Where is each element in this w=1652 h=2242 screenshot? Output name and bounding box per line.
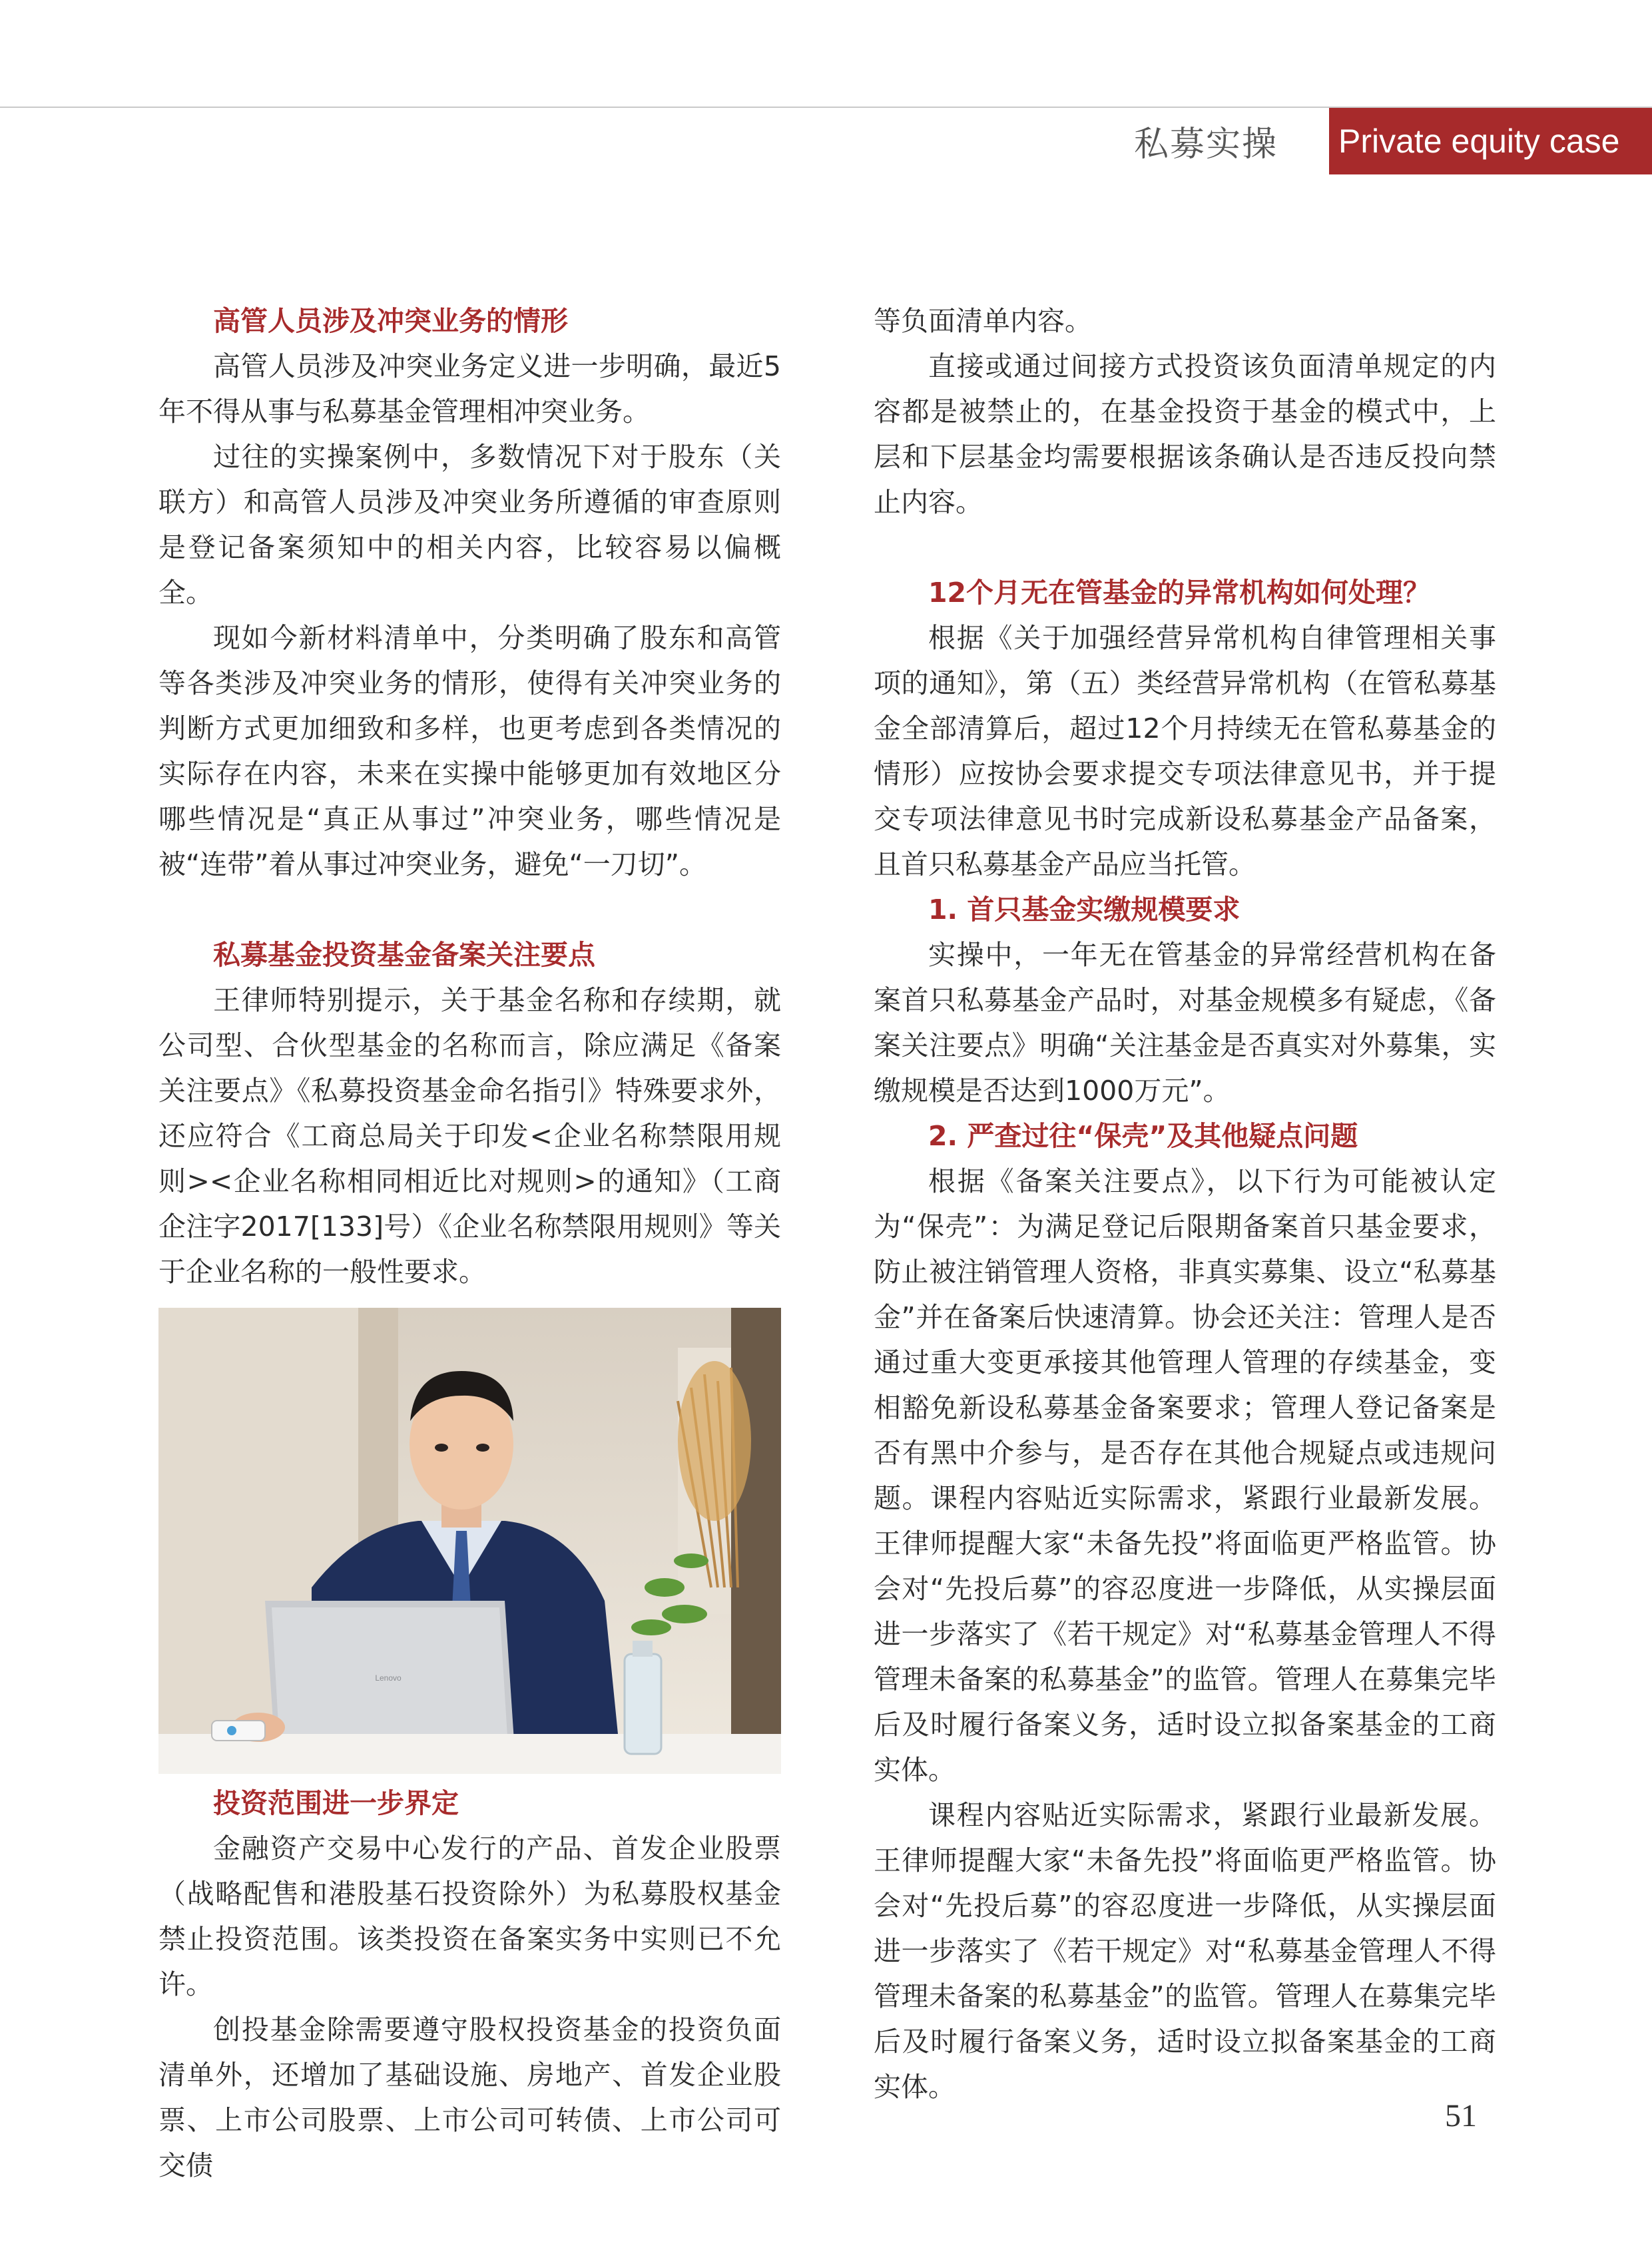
paragraph: 现如今新材料清单中，分类明确了股东和高管等各类涉及冲突业务的情形，使得有关冲突业务的判断方式更加细致和多样，也更考虑到各类情况的实际存在内容，未来在实操中能够更加有效地区分哪些情况是“真正从事过”冲突业务，哪些情况是被“连带”着从事过冲突业务，避免“一刀切”。 bbox=[158, 622, 781, 880]
section-title-cn: 私募实操 bbox=[1133, 125, 1278, 164]
paragraph: 课程内容贴近实际需求，紧跟行业最新发展。王律师提醒大家“未备先投”将面临更严格监管。协会对“先投后募”的容忍度进一步降低，从实操层面进一步落实了《若干规定》对“私募基金管理人不得管理未备案的私募基金”的监管。管理人在募集完毕后及时履行备案义务，适时设立拟备案基金的工商实体。 bbox=[874, 1799, 1496, 2103]
laptop-logo: Lenovo bbox=[375, 1673, 402, 1683]
paragraph: 创投基金除需要遵守股权投资基金的投资负面清单外，还增加了基础设施、房地产、首发企业股票、上市公司股票、上市公司可转债、上市公司可交债 bbox=[158, 2014, 781, 2181]
paragraph: 王律师特别提示，关于基金名称和存续期，就公司型、合伙型基金的名称而言，除应满足《备案关注要点》《私募投资基金命名指引》特殊要求外，还应符合《工商总局关于印发<企业名称禁限用规则><企业名称相同相近比对规则>的通知》（工商企注字2017[133]号）《企业名称禁限用规则》等关于企业名称的一般性要求。 bbox=[158, 984, 781, 1288]
right-column bbox=[874, 298, 1496, 2109]
paragraph: 金融资产交易中心发行的产品、首发企业股票（战略配售和港股基石投资除外）为私募股权基金禁止投资范围。该类投资在备案实务中实则已不允许。 bbox=[158, 1832, 781, 2000]
spacer bbox=[158, 887, 781, 932]
section-title-en: Private equity case bbox=[1329, 108, 1652, 174]
paragraph: 高管人员涉及冲突业务定义进一步明确，最近5年不得从事与私募基金管理相冲突业务。 bbox=[158, 350, 781, 427]
heading-abnormal-institutions: 12个月无在管基金的异常机构如何处理？ bbox=[928, 577, 1431, 609]
subheading-shell-keeping: 2. 严查过往“保壳”及其他疑点问题 bbox=[928, 1120, 1358, 1152]
paragraph: 实操中，一年无在管基金的异常经营机构在备案首只私募基金产品时，对基金规模多有疑虑，《备案关注要点》明确“关注基金是否真实对外募集，实缴规模是否达到1000万元”。 bbox=[874, 939, 1496, 1107]
paragraph: 根据《关于加强经营异常机构自律管理相关事项的通知》，第（五）类经营异常机构（在管私募基金全部清算后，超过12个月持续无在管私募基金的情形）应按协会要求提交专项法律意见书，并于提交专项法律意见书时完成新设私募基金产品备案，且首只私募基金产品应当托管。 bbox=[874, 622, 1496, 880]
paragraph: 根据《备案关注要点》，以下行为可能被认定为“保壳”：为满足登记后限期备案首只基金要求，防止被注销管理人资格，非真实募集、设立“私募基金”并在备案后快速清算。协会还关注：管理人是否通过重大变更承接其他管理人管理的存续基金，变相豁免新设私募基金备案要求；管理人登记备案是否有黑中介参与，是否存在其他合规疑点或违规问题。课程内容贴近实际需求，紧跟行业最新发展。王律师提醒大家“未备先投”将面临更严格监管。协会对“先投后募”的容忍度进一步降低，从实操层面进一步落实了《若干规定》对“私募基金管理人不得管理未备案的私募基金”的监管。管理人在募集完毕后及时履行备案义务，适时设立拟备案基金的工商实体。 bbox=[874, 1165, 1496, 1786]
heading-fof-filing: 私募基金投资基金备案关注要点 bbox=[213, 939, 595, 971]
spacer bbox=[874, 525, 1496, 570]
paragraph: 等负面清单内容。 bbox=[874, 305, 1092, 337]
subheading-first-fund-scale: 1. 首只基金实缴规模要求 bbox=[928, 894, 1240, 926]
paragraph: 直接或通过间接方式投资该负面清单规定的内容都是被禁止的，在基金投资于基金的模式中，上层和下层基金均需要根据该条确认是否违反投向禁止内容。 bbox=[874, 350, 1496, 518]
speaker-photo bbox=[158, 1308, 781, 1774]
paragraph: 过往的实操案例中，多数情况下对于股东（关联方）和高管人员涉及冲突业务所遵循的审查原则是登记备案须知中的相关内容，比较容易以偏概全。 bbox=[158, 441, 781, 609]
page-number: 51 bbox=[1445, 2098, 1477, 2133]
heading-conflict-business: 高管人员涉及冲突业务的情形 bbox=[213, 305, 568, 337]
heading-investment-scope: 投资范围进一步界定 bbox=[213, 1787, 459, 1819]
left-column bbox=[158, 298, 781, 2188]
